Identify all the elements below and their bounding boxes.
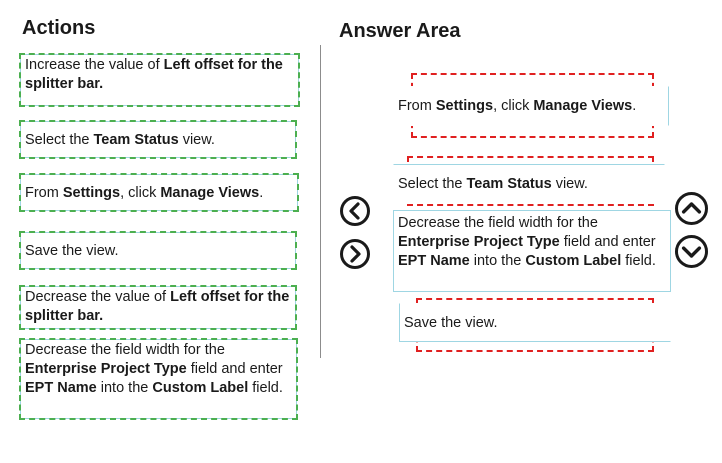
bold-text: Manage Views [160,184,260,201]
bold-text: Custom Label [152,380,249,396]
item-text [25,184,263,203]
text-segment: Save the view. [404,314,498,331]
bold-text: Team Status [466,176,552,192]
text-segment: Select the [25,131,94,148]
text-segment: field and enter [559,234,656,250]
bold-text: Team Status [93,131,179,148]
text-segment: field. [248,380,283,396]
bold-text: Enterprise Project Type [398,234,560,250]
answer-item-2[interactable] [393,164,665,204]
item-text [398,215,656,269]
text-segment: Decrease the value of [25,289,171,305]
actions-heading: Actions [22,17,96,39]
action-item-1[interactable] [20,54,299,106]
bold-text: EPT Name [398,253,470,269]
bold-text: EPT Name [25,380,97,396]
text-segment: into the [96,380,153,396]
item-text [404,314,498,333]
text-segment: into the [469,253,526,269]
move-up-button[interactable] [675,192,708,225]
text-segment: Select the [398,176,467,192]
bold-text: Settings [62,184,121,201]
action-item-4[interactable] [20,232,296,269]
action-item-3[interactable] [20,174,298,211]
move-right-button[interactable] [340,239,370,269]
text-segment: , click [120,184,161,201]
answer-item-4[interactable] [399,303,671,342]
column-divider [320,45,321,358]
item-text [25,289,289,324]
item-text [25,342,283,396]
chevron-left-circle-icon [343,199,367,223]
bold-text: Enterprise Project Type [25,361,187,377]
item-text [25,57,283,92]
bold-text: Settings [435,98,494,114]
chevron-down-circle-icon [678,238,705,265]
chevron-up-circle-icon [678,195,705,222]
action-item-5[interactable] [20,286,296,329]
text-segment: Decrease the field width for the [25,342,225,358]
answer-area-heading: Answer Area [339,20,461,42]
action-item-6[interactable] [20,339,297,419]
text-segment: field and enter [186,361,283,377]
text-segment: . [632,98,637,114]
bold-text: Manage Views [533,98,633,114]
text-segment: From [398,98,436,114]
text-segment: . [259,184,264,201]
text-segment: view. [551,176,588,192]
item-text [398,175,588,194]
text-segment: field. [621,253,656,269]
text-segment: , click [493,98,534,114]
answer-item-1[interactable] [393,86,669,126]
item-text [398,97,636,116]
bold-text: Left offset for the splitter bar. [25,57,283,92]
bold-text: Left offset for the splitter bar. [25,289,290,324]
item-text [25,242,119,261]
text-segment: Save the view. [25,242,119,259]
item-text [25,131,215,150]
answer-item-3[interactable] [393,210,671,292]
bold-text: Custom Label [525,253,622,269]
text-segment: From [25,184,63,201]
text-segment: Decrease the field width for the [398,215,598,231]
chevron-right-circle-icon [343,242,367,266]
move-down-button[interactable] [675,235,708,268]
text-segment: view. [178,131,215,148]
text-segment: Increase the value of [25,57,164,73]
move-left-button[interactable] [340,196,370,226]
action-item-2[interactable] [20,121,296,158]
